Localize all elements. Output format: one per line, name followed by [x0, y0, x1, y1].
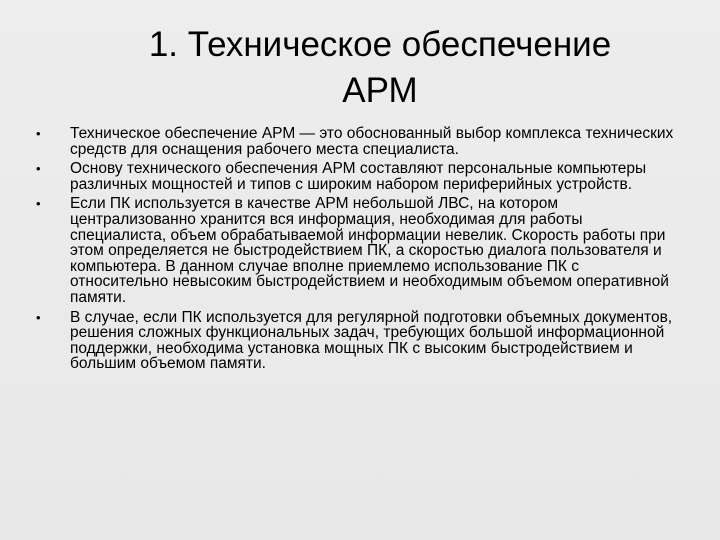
bullet-item-1 [36, 126, 676, 157]
bullet-item-3 [36, 196, 676, 305]
bullet-text-2: Основу технического обеспечения АРМ составляют персональные компьютеры различных мощностей и типов с широким набором периферийных устройств. [70, 160, 647, 193]
bullet-marker: • [36, 196, 41, 212]
bullet-list [36, 126, 676, 376]
bullet-item-2 [36, 161, 676, 192]
bullet-text-1: Техническое обеспечение АРМ — это обоснованный выбор комплекса технических средств для оснащения рабочего места специалиста. [70, 125, 674, 158]
bullet-item-4 [36, 310, 676, 372]
title-line-2: АРМ [342, 71, 418, 110]
bullet-marker: • [36, 126, 41, 141]
title-line-1: 1. Техническое обеспечение [148, 25, 612, 64]
bullet-text-4: В случае, если ПК используется для регулярной подготовки объемных документов, решения сложных функциональных задач, требующих большой информационной поддержки, необходима установка мощных ПК с высоким быстродействием и большим объемом памяти. [70, 308, 673, 373]
bullet-text-3: Если ПК используется в качестве АРМ небольшой ЛВС, на котором централизованно хранится вся информация, необходимая для работы специалиста, объем обрабатываемой информации невелик. Скорость работы при этом определяется не быстродействием ПК, а скоростью диалога пользователя и компьютера. В данном случае вполне приемлемо использование ПК с относительно невысоким быстродействием и необходимым объемом оперативной памяти. [70, 195, 669, 306]
bullet-marker: • [36, 309, 41, 325]
slide-title [60, 22, 700, 114]
bullet-marker: • [36, 161, 41, 177]
